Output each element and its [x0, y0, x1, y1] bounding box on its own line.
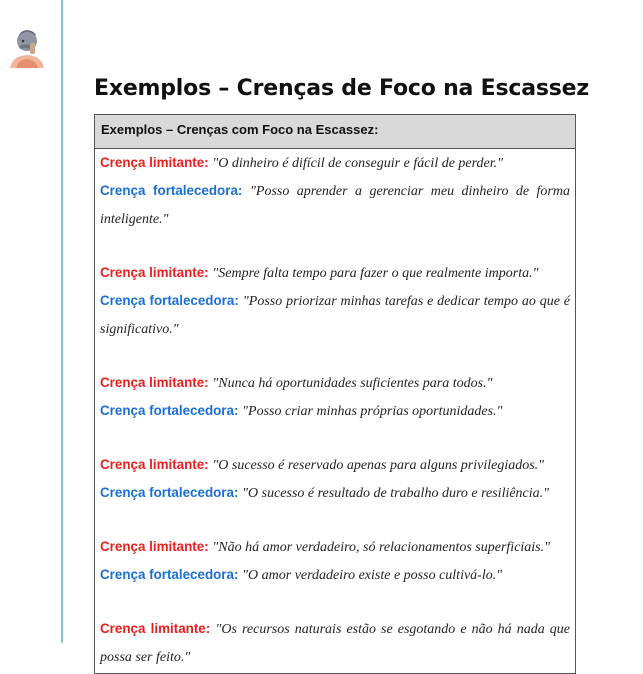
- limiting-label: Crença limitante:: [100, 155, 209, 170]
- limiting-belief: [100, 149, 570, 177]
- belief-pair: [100, 451, 570, 507]
- empowering-label: Crença fortalecedora:: [100, 293, 239, 308]
- limiting-label: Crença limitante:: [100, 375, 209, 390]
- limiting-label: Crença limitante:: [100, 457, 209, 472]
- belief-pair: [100, 533, 570, 589]
- empowering-belief: [100, 561, 570, 589]
- empowering-belief: [100, 287, 570, 343]
- empowering-text: "O amor verdadeiro existe e posso cultivá-lo.": [242, 568, 503, 583]
- empowering-belief: [100, 177, 570, 233]
- limiting-text: "Sempre falta tempo para fazer o que realmente importa.": [212, 266, 539, 281]
- limiting-text: "O sucesso é reservado apenas para alguns privilegiados.": [212, 458, 545, 473]
- empowering-text: "Posso criar minhas próprias oportunidades.": [242, 404, 503, 419]
- limiting-label: Crença limitante:: [100, 265, 209, 280]
- belief-pair: [100, 149, 570, 233]
- empowering-text: "O sucesso é resultado de trabalho duro e resiliência.": [242, 486, 550, 501]
- limiting-belief: [100, 451, 570, 479]
- empowering-label: Crença fortalecedora:: [100, 183, 243, 198]
- empowering-text: "Posso aprender a gerenciar meu dinheiro de forma inteligente.": [100, 184, 570, 227]
- empowering-label: Crença fortalecedora:: [100, 485, 239, 500]
- empowering-label: Crença fortalecedora:: [100, 403, 239, 418]
- box-header: Exemplos – Crenças com Foco na Escassez:: [95, 115, 575, 149]
- thinking-person-logo-icon: [6, 24, 48, 70]
- empowering-belief: [100, 397, 570, 425]
- belief-pair: [100, 369, 570, 425]
- empowering-belief: [100, 479, 570, 507]
- limiting-label: Crença limitante:: [100, 621, 211, 636]
- limiting-belief: [100, 615, 570, 671]
- empowering-label: Crença fortalecedora:: [100, 567, 239, 582]
- limiting-text: "Os recursos naturais estão se esgotando e não há nada que possa ser feito.": [100, 622, 570, 665]
- empowering-text: "Posso priorizar minhas tarefas e dedicar tempo ao que é significativo.": [100, 294, 571, 337]
- limiting-text: "Nunca há oportunidades suficientes para todos.": [212, 376, 493, 391]
- page-title: Exemplos – Crenças de Foco na Escassez: [94, 76, 589, 101]
- belief-pair: [100, 615, 570, 671]
- limiting-text: "Não há amor verdadeiro, só relacionamentos superficiais.": [212, 540, 551, 555]
- belief-pair: [100, 259, 570, 343]
- limiting-text: "O dinheiro é difícil de conseguir e fácil de perder.": [212, 156, 504, 171]
- limiting-belief: [100, 533, 570, 561]
- box-body: [95, 149, 575, 671]
- limiting-belief: [100, 259, 570, 287]
- examples-box: [94, 114, 576, 674]
- limiting-belief: [100, 369, 570, 397]
- page-margin-rule: [61, 0, 63, 643]
- limiting-label: Crença limitante:: [100, 539, 209, 554]
